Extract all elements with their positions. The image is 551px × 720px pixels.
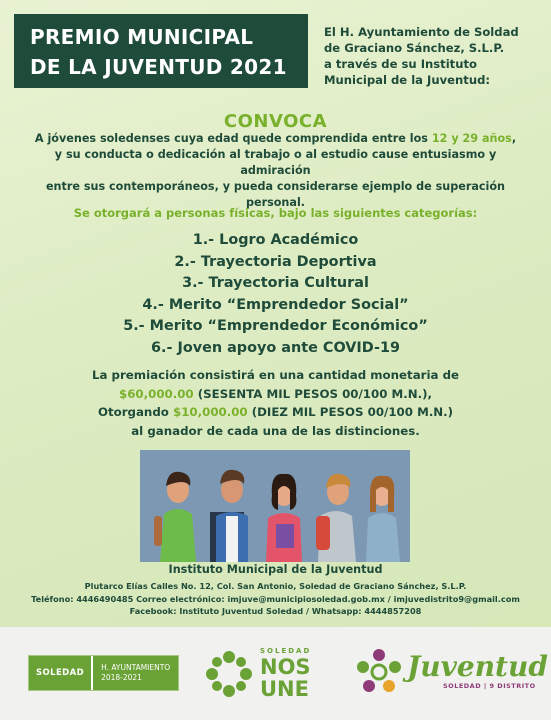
nos-une-text <box>260 647 311 700</box>
students-illustration <box>140 450 410 562</box>
prize-line-3-prefix: Otorgando <box>97 405 173 420</box>
prize-line-4: al ganador de cada una de las distinciones. <box>131 424 420 439</box>
contact-phone-email: Teléfono: 4446490485 Correo electrónico: imjuve@municipiosoledad.gob.mx / imjuvedistrito9@gmail.com <box>31 593 520 604</box>
juventud-text <box>407 652 548 690</box>
prize-amount-total: $60,000.00 <box>119 386 194 401</box>
age-range: 12 y 29 años <box>431 132 512 145</box>
soledad-nos-une-logo <box>204 647 311 700</box>
juventud-name: Juventud <box>407 650 548 683</box>
paragraph-line-1 <box>20 131 531 147</box>
intro-line-2: de Graciano Sánchez, S.L.P. <box>324 41 505 55</box>
contact-block <box>0 580 551 618</box>
eligibility-paragraph <box>20 131 531 211</box>
juventud-emblem-icon <box>355 647 403 695</box>
prize-line-2 <box>0 385 551 404</box>
juventud-subtitle: SOLEDAD | 9 DISTRITO <box>443 682 536 690</box>
category-item: 1.- Logro Académico <box>192 232 359 248</box>
category-item: 6.- Joven apoyo ante COVID-19 <box>151 339 400 356</box>
intro-line-4: Municipal de la Juventud: <box>324 73 491 87</box>
intro-line-3: a través de su Instituto <box>324 57 477 71</box>
contact-address: Plutarco Elías Calles No. 12, Col. San Antonio, Soledad de Graciano Sánchez, S.L.P. <box>84 581 467 591</box>
category-item: 3.- Trayectoria Cultural <box>182 275 369 292</box>
convoca-heading: CONVOCA <box>223 111 328 132</box>
title-banner <box>14 14 308 88</box>
prize-amount-total-words: (SESENTA MIL PESOS 00/100 M.N.), <box>193 386 432 401</box>
prize-amount-each-words: (DIEZ MIL PESOS 00/100 M.N.) <box>247 405 454 420</box>
category-item: 5.- Merito “Emprendedor Económico” <box>123 318 428 335</box>
ayuntamiento-logo-right <box>91 656 178 690</box>
ayuntamiento-logo <box>28 655 179 691</box>
nos-une-small-label: SOLEDAD <box>260 647 312 655</box>
categories-intro: Se otorgará a personas físicas, bajo las siguientes categorías: <box>73 206 478 220</box>
ayuntamiento-logo-line-1: H. AYUNTAMIENTO <box>101 663 171 672</box>
prize-text <box>0 366 551 441</box>
students-illustration-art <box>140 450 410 562</box>
paragraph-comma: , <box>511 132 517 145</box>
nos-une-line-1: NOS <box>260 655 311 679</box>
ayuntamiento-logo-line-2: 2018-2021 <box>101 673 142 682</box>
nos-une-emblem-icon <box>204 649 254 699</box>
prize-line-3 <box>0 403 551 422</box>
title-line-1: PREMIO MUNICIPAL <box>30 25 254 49</box>
category-item: 2.- Trayectoria Deportiva <box>174 253 377 270</box>
prize-amount-each: $10,000.00 <box>173 405 248 420</box>
organization-name: Instituto Municipal de la Juventud <box>168 563 383 576</box>
ayuntamiento-logo-left: SOLEDAD <box>29 656 91 690</box>
nos-une-line-2: UNE <box>260 677 309 701</box>
footer-logos <box>0 627 551 720</box>
category-item: 4.- Merito “Emprendedor Social” <box>142 296 409 313</box>
intro-text <box>324 24 539 88</box>
paragraph-line-2: y su conducta o dedicación al trabajo o al estudio cause entusiasmo y admiración <box>54 148 497 177</box>
contact-social: Facebook: Instituto Juventud Soledad / Whatsapp: 4444857208 <box>129 606 422 616</box>
prize-line-1: La premiación consistirá en una cantidad monetaria de <box>91 368 460 382</box>
paragraph-line-3: entre sus contemporáneos, y pueda considerarse ejemplo de superación personal. <box>45 180 506 209</box>
categories-list <box>0 230 551 360</box>
paragraph-text-1: A jóvenes soledenses cuya edad quede comprendida entre los <box>34 132 432 145</box>
juventud-logo <box>355 647 548 695</box>
intro-line-1: El H. Ayuntamiento de Soldad <box>324 25 519 39</box>
title-line-2: DE LA JUVENTUD 2021 <box>30 55 287 79</box>
